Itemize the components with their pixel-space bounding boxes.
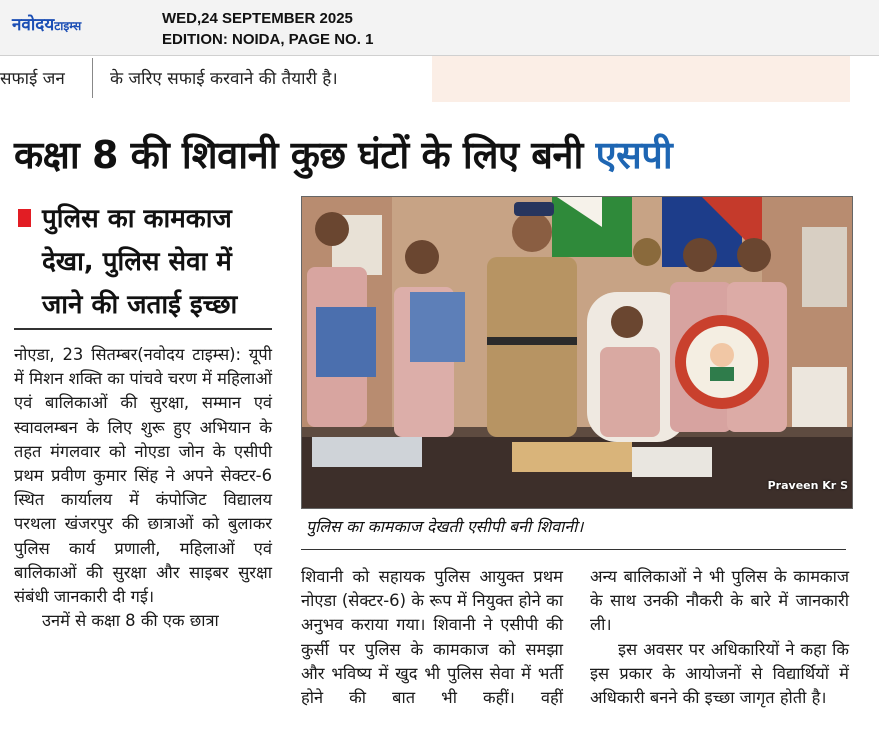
headline-accent: एसपी <box>595 133 673 177</box>
column-3-paragraph-2: इस अवसर पर अधिकारियों ने कहा कि इस प्रकार के आयोजनों से विद्यार्थियों में अधिकारी बनने की इच्छा जागृत होती है। <box>590 639 849 708</box>
masthead-bar <box>0 0 879 56</box>
photo-illustration <box>302 197 852 508</box>
fragment-right: के जरिए सफाई करवाने की तैयारी है। <box>110 69 338 89</box>
newspaper-logo <box>12 12 81 35</box>
edition-date: WED,24 SEPTEMBER 2025 <box>162 10 353 27</box>
caption-rule <box>301 549 846 550</box>
article-column-2 <box>301 565 563 710</box>
article-column-1 <box>14 343 272 633</box>
article-headline <box>14 128 672 180</box>
article-column-3 <box>590 565 849 710</box>
edition-info: EDITION: NOIDA, PAGE NO. 1 <box>162 31 374 48</box>
fragment-left: सफाई जन <box>0 69 65 89</box>
adjacent-article-box <box>432 56 850 102</box>
photo-credit: Praveen Kr S <box>767 479 848 492</box>
column-divider <box>92 58 93 98</box>
logo-sub-text: टाइम्स <box>54 19 82 33</box>
column-1-paragraph: नोएडा, 23 सितम्बर(नवोदय टाइम्स): यूपी में मिशन शक्ति का पांचवे चरण में महिलाओं एवं बालिकाओं की सुरक्षा, सम्मान एवं स्वावलम्बन के लिए शुरू हुए अभियान के तहत मंगलवार को नोएडा जोन के एसीपी प्रथम प्रवीण कुमार सिंह ने अपने सेक्टर-6 स्थित कार्यालय में कंपोजिट विद्यालय परथला खंजरपुर की छात्राओं को बुलाकर पुलिस कार्य प्रणाली, महिलाओं एवं बालिकाओं की सुरक्षा और साइबर सुरक्षा संबंधी जानकारी दी गई। <box>14 345 272 607</box>
column-3-paragraph-1: अन्य बालिकाओं ने भी पुलिस के कामकाज के साथ उनकी नौकरी के बारे में जानकारी ली। <box>590 567 849 635</box>
article-subhead: पुलिस का कामकाज देखा, पुलिस सेवा में जाने की जताई इच्छा <box>42 204 238 320</box>
headline-text: कक्षा 8 की शिवानी कुछ घंटों के लिए बनी <box>14 133 583 177</box>
photo-caption: पुलिस का कामकाज देखती एसीपी बनी शिवानी। <box>306 517 584 536</box>
logo-main-text: नवोदय <box>12 15 55 35</box>
article-photo <box>301 196 853 509</box>
column-2-paragraph: शिवानी को सहायक पुलिस आयुक्त प्रथम नोएडा (सेक्टर-6) के रूप में नियुक्त होने का अनुभव कराया गया। शिवानी ने एसीपी की कुर्सी पर पुलिस के कामकाज को समझा और भविष्य में खुद भी पुलिस सेवा में भर्ती होने की बात भी कहीं। वहीं <box>301 567 563 708</box>
subhead-rule <box>14 328 272 330</box>
subhead-marker <box>18 209 31 227</box>
column-1-next-line: उनमें से कक्षा 8 की एक छात्रा <box>42 611 219 631</box>
